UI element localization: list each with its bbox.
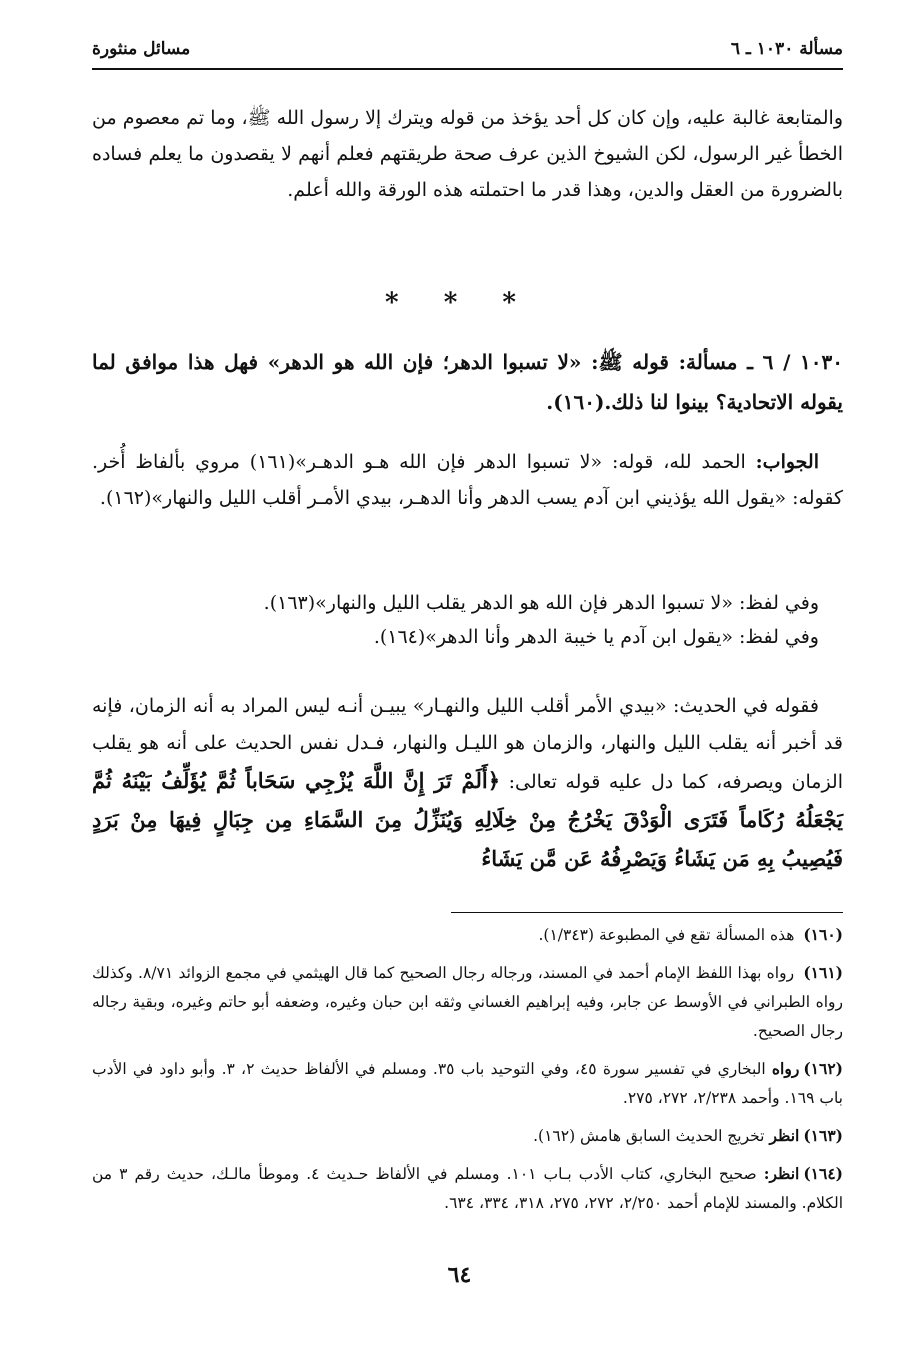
header-chapter-number: مسألة ١٠٣٠ ـ ٦ — [730, 39, 843, 59]
footnote — [92, 920, 843, 950]
footnote-number: (١٦٤) — [803, 1164, 843, 1183]
footnote — [92, 958, 843, 1046]
footnote-text: هذه المسألة تقع في المطبوعة (١/٣٤٣). — [538, 926, 795, 944]
header-rule — [92, 68, 843, 70]
variant-line: وفي لفظ: «لا تسبوا الدهر فإن الله هو الدهر يقلب الليل والنهار»(١٦٣). — [263, 592, 819, 614]
footnote-lead: رواه — [771, 1059, 800, 1078]
footnote — [92, 1159, 843, 1218]
intro-section — [92, 100, 843, 208]
page-number: ٦٤ — [447, 1262, 472, 1288]
answer-section — [92, 444, 843, 516]
quran-verse: ﴿أَلَمْ تَرَ إِنَّ اللَّهَ يُزْجِي سَحَاباً ثُمَّ يُؤَلِّفُ بَيْنَهُ ثُمَّ يَجْعَلُهُ رُكَاماً فَتَرَى الْوَدْقَ يَخْرُجُ مِنْ خِلَالِهِ وَيُنَزِّلُ مِنَ السَّمَاءِ مِن جِبَالٍ فِيهَا مِنْ بَرَدٍ فَيُصِيبُ بِهِ مَن يَشَاءُ وَيَصْرِفُهُ عَن مَّن يَشَاءُ — [92, 768, 843, 871]
footnotes — [92, 920, 843, 1226]
answer-lead: الجواب: — [755, 451, 819, 473]
variant-line: وفي لفظ: «يقول ابن آدم يا خيبة الدهر وأنا الدهر»(١٦٤). — [373, 626, 819, 648]
footnote-text: تخريج الحديث السابق هامش (١٦٢). — [533, 1127, 765, 1145]
footnote-number: (١٦٢) — [803, 1059, 843, 1078]
footnote — [92, 1121, 843, 1151]
explanation-section — [92, 688, 843, 879]
answer-text: الحمد لله، قوله: «لا تسبوا الدهر فإن الله هـو الدهـر»(١٦١) مروي بألفاظ أُخر. كقوله: «يقول الله يؤذيني ابن آدم يسب الدهر وأنا الدهـر، بيدي الأمـر أقلب الليل والنهار»(١٦٢). — [92, 451, 843, 509]
footnote-lead: انظر: — [763, 1164, 800, 1183]
footnote-number: (١٦١) — [803, 963, 843, 982]
footnote-number: (١٦٣) — [803, 1126, 843, 1145]
footnote-text: صحيح البخاري، كتاب الأدب بـاب ١٠١. ومسلم في الألفاظ حـديث ٤. وموطأ مالـك، حديث رقم ٣ من الكلام. والمسند للإمام أحمد ٢/٢٥٠، ٢٧٢، ٢٧٥، ٣١٨، ٣٣٤، ٦٣٤. — [92, 1165, 843, 1212]
question-section — [92, 342, 843, 422]
footnote-text: البخاري في تفسير سورة ٤٥، وفي التوحيد باب ٣٥. ومسلم في الألفاظ حديث ٢، ٣. وأبو داود في الأدب باب ١٦٩. وأحمد ٢/٢٣٨، ٢٧٢، ٢٧٥. — [92, 1060, 843, 1107]
question-paragraph: ١٠٣٠ / ٦ ـ مسألة: قوله ﷺ: «لا تسبوا الدهر؛ فإن الله هو الدهر» فهل هذا موافق لما يقوله الاتحادية؟ بينوا لنا ذلك.(١٦٠). — [92, 350, 844, 414]
variants-section — [92, 586, 843, 654]
intro-paragraph: والمتابعة غالبة عليه، وإن كان كل أحد يؤخذ من قوله ويترك إلا رسول الله ﷺ، وما تم معصوم من الخطأ غير الرسول، لكن الشيوخ الذين عرف صحة طريقتهم فعلم أنهم لا يقصدون ما يعلم فساده بالضرورة من العقل والدين، وهذا قدر ما احتملته هذه الورقة والله أعلم. — [92, 107, 843, 201]
footnote — [92, 1054, 843, 1113]
footnote-number: (١٦٠) — [803, 925, 843, 944]
footnote-text: رواه بهذا اللفظ الإمام أحمد في المسند، ورجاله رجال الصحيح كما قال الهيثمي في مجمع الزوائد ٨/٧١. وكذلك رواه الطبراني في الأوسط عن جابر، وفيه إبراهيم الغساني وثقه ابن حبان وغيره، وضعفه أبو حاتم وغيره، وبقية رجاله رجال الصحيح. — [92, 964, 843, 1040]
footnote-lead: انظر — [769, 1126, 800, 1145]
header-book-section: مسائل منثورة — [92, 39, 191, 59]
footnote-rule — [451, 912, 843, 913]
running-header — [92, 32, 843, 66]
explanation-paragraph — [92, 688, 843, 879]
explanation-text: فقوله في الحديث: «بيدي الأمر أقلب الليل والنهـار» يبيـن أنـه ليس المراد به أنه الزمان، فإنه قد أخبر أنه يقلب الليل والنهار، والزمان هو الليـل والنهار، فـدل نفس الحديث على أنه هو يقلب الزمان ويصرفه، كما دل عليه قوله تعالى: — [92, 695, 844, 793]
section-separator: * * * — [385, 288, 534, 318]
answer-paragraph — [92, 444, 843, 516]
